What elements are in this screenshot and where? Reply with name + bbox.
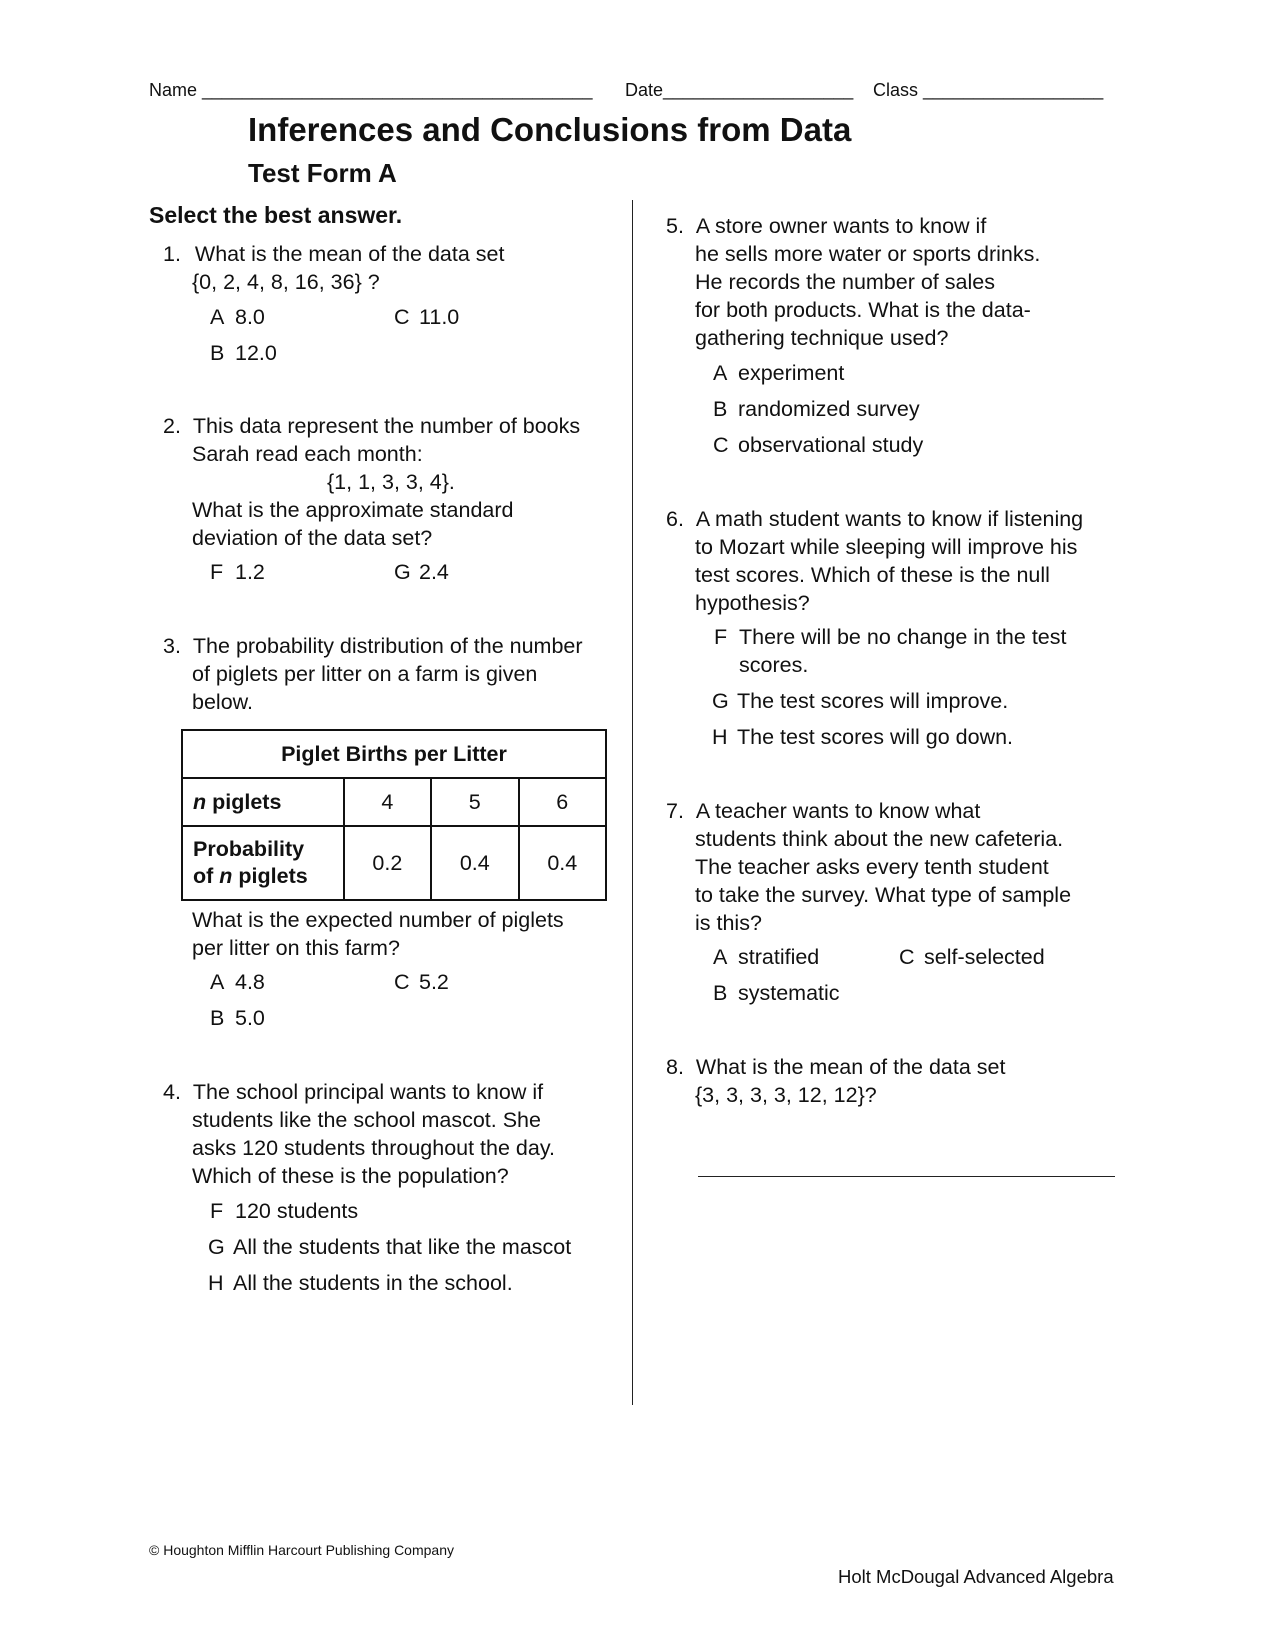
row-header: [182, 826, 344, 900]
question-text: Which of these is the population?: [192, 1164, 509, 1188]
table-cell: 0.4: [519, 826, 606, 900]
option-text: 5.2: [419, 970, 449, 994]
option-text: All the students in the school.: [233, 1271, 513, 1295]
date-label: Date: [625, 80, 664, 100]
page-subtitle: Test Form A: [248, 158, 397, 188]
question-text: below.: [192, 690, 253, 714]
row-header-text: piglets: [206, 789, 282, 814]
question-text: The school principal wants to know if: [192, 1080, 544, 1104]
question-4: [163, 1078, 543, 1106]
question-text: students like the school mascot. She: [192, 1108, 541, 1132]
question-text: This data represent the number of books: [192, 414, 581, 438]
answer-option[interactable]: [712, 725, 1013, 750]
option-letter: B: [210, 341, 225, 365]
question-number: 6.: [666, 507, 684, 531]
option-text: stratified: [738, 945, 820, 969]
option-letter: A: [210, 970, 225, 994]
date-blank: ___________________: [663, 80, 854, 100]
question-number: 5.: [666, 214, 684, 238]
question-number: 1.: [163, 242, 181, 266]
question-7: [666, 797, 980, 825]
question-number: 7.: [666, 799, 684, 823]
question-number: 4.: [163, 1080, 181, 1104]
option-letter: B: [713, 397, 728, 421]
question-text: Sarah read each month:: [192, 442, 423, 466]
option-text: experiment: [738, 361, 845, 385]
name-label: Name: [149, 80, 198, 100]
question-3: [163, 632, 583, 660]
question-text: A math student wants to know if listening: [695, 507, 1084, 531]
option-letter: F: [210, 560, 224, 584]
question-number: 3.: [163, 634, 181, 658]
answer-option[interactable]: [713, 433, 923, 458]
option-text: 8.0: [235, 305, 265, 329]
question-2: [163, 412, 580, 440]
question-1: [163, 240, 504, 268]
class-blank: __________________: [923, 80, 1104, 100]
answer-option[interactable]: [714, 625, 1066, 650]
option-letter: G: [394, 560, 411, 584]
question-text: to Mozart while sleeping will improve his: [695, 535, 1078, 559]
table-cell: 5: [431, 778, 518, 826]
answer-option[interactable]: [208, 1271, 513, 1296]
class-label: Class: [873, 80, 919, 100]
question-text: test scores. Which of these is the null: [695, 563, 1050, 587]
question-text: The probability distribution of the number: [192, 634, 583, 658]
book-title: Holt McDougal Advanced Algebra: [838, 1566, 1114, 1587]
answer-option[interactable]: [394, 560, 449, 585]
table-cell: 6: [519, 778, 606, 826]
option-letter: A: [713, 945, 728, 969]
answer-option[interactable]: [208, 1235, 571, 1260]
option-letter: F: [714, 625, 728, 649]
option-text-continued: scores.: [739, 653, 809, 677]
row-header-text: of: [193, 864, 220, 888]
option-text: observational study: [738, 433, 924, 457]
option-text: 1.2: [235, 560, 265, 584]
option-text: randomized survey: [738, 397, 920, 421]
answer-option[interactable]: [394, 970, 449, 995]
question-text: of piglets per litter on a farm is given: [192, 662, 538, 686]
option-text: 4.8: [235, 970, 265, 994]
answer-option[interactable]: [713, 981, 840, 1006]
answer-option[interactable]: [713, 945, 819, 970]
answer-option[interactable]: [899, 945, 1045, 970]
option-letter: A: [210, 305, 225, 329]
copyright-notice: © Houghton Mifflin Harcourt Publishing Company: [149, 1542, 454, 1558]
question-text: {0, 2, 4, 8, 16, 36} ?: [192, 270, 380, 294]
option-text: The test scores will improve.: [737, 689, 1009, 713]
option-letter: H: [712, 725, 728, 749]
option-letter: C: [899, 945, 915, 969]
page-title: Inferences and Conclusions from Data: [248, 111, 852, 148]
question-text: students think about the new cafeteria.: [695, 827, 1064, 851]
question-text: is this?: [695, 911, 762, 935]
question-text: What is the expected number of piglets: [192, 908, 564, 932]
table-row: [182, 826, 606, 900]
question-text: to take the survey. What type of sample: [695, 883, 1072, 907]
table-row: [182, 778, 606, 826]
row-header-text: piglets: [232, 864, 308, 888]
name-field[interactable]: [149, 80, 592, 101]
answer-option[interactable]: [210, 970, 265, 995]
option-text: self-selected: [924, 945, 1045, 969]
row-header-text: Probability: [193, 837, 305, 861]
question-5: [666, 212, 986, 240]
answer-option[interactable]: [210, 341, 277, 366]
answer-option[interactable]: [394, 305, 459, 330]
question-text: What is the approximate standard: [192, 498, 514, 522]
option-letter: H: [208, 1271, 224, 1295]
class-field[interactable]: [873, 80, 1103, 101]
question-text: The teacher asks every tenth student: [695, 855, 1049, 879]
option-letter: G: [208, 1235, 225, 1259]
answer-option[interactable]: [712, 689, 1008, 714]
option-text: 2.4: [419, 560, 449, 584]
question-text: he sells more water or sports drinks.: [695, 242, 1041, 266]
question-text: per litter on this farm?: [192, 936, 400, 960]
name-blank: _______________________________________: [202, 80, 593, 100]
italic-n: n: [219, 864, 233, 888]
question-text: He records the number of sales: [695, 270, 995, 294]
option-letter: G: [712, 689, 729, 713]
question-text: gathering technique used?: [695, 326, 949, 350]
table-cell: 4: [344, 778, 431, 826]
question-number: 8.: [666, 1055, 684, 1079]
option-text: 5.0: [235, 1006, 265, 1030]
question-text: deviation of the data set?: [192, 526, 433, 550]
option-letter: F: [210, 1199, 224, 1223]
option-letter: B: [713, 981, 728, 1005]
piglet-table: [181, 729, 607, 901]
option-letter: C: [394, 970, 410, 994]
option-text: 12.0: [235, 341, 277, 365]
option-letter: C: [394, 305, 410, 329]
option-text: There will be no change in the test: [739, 625, 1067, 649]
option-text: All the students that like the mascot: [233, 1235, 572, 1259]
question-text: for both products. What is the data-: [695, 298, 1031, 322]
question-text: hypothesis?: [695, 591, 810, 615]
table-title: Piglet Births per Litter: [182, 730, 606, 778]
question-text: A store owner wants to know if: [695, 214, 987, 238]
question-text: What is the mean of the data set: [194, 242, 505, 266]
question-8: [666, 1053, 1005, 1081]
italic-n: n: [193, 789, 207, 814]
answer-blank-line[interactable]: [698, 1176, 1115, 1177]
question-text: {1, 1, 3, 3, 4}.: [327, 470, 455, 494]
question-text: What is the mean of the data set: [695, 1055, 1006, 1079]
instructions: Select the best answer.: [149, 202, 403, 228]
question-text: {3, 3, 3, 3, 12, 12}?: [695, 1083, 877, 1107]
answer-option[interactable]: [210, 560, 265, 585]
option-text: The test scores will go down.: [737, 725, 1014, 749]
table-cell: 0.2: [344, 826, 431, 900]
answer-option[interactable]: [210, 1006, 265, 1031]
question-number: 2.: [163, 414, 181, 438]
question-6: [666, 505, 1083, 533]
option-letter: A: [713, 361, 728, 385]
table-cell: 0.4: [431, 826, 518, 900]
question-text: A teacher wants to know what: [695, 799, 981, 823]
answer-option[interactable]: [713, 397, 920, 422]
question-text: asks 120 students throughout the day.: [192, 1136, 555, 1160]
option-text: 120 students: [235, 1199, 359, 1223]
answer-option[interactable]: [713, 361, 844, 386]
answer-option[interactable]: [210, 1199, 358, 1224]
option-letter: C: [713, 433, 729, 457]
option-text: 11.0: [419, 305, 460, 329]
answer-option[interactable]: [210, 305, 265, 330]
option-letter: B: [210, 1006, 225, 1030]
row-header: [182, 778, 344, 826]
date-field[interactable]: [625, 80, 853, 101]
option-text: systematic: [738, 981, 840, 1005]
column-divider: [632, 200, 633, 1405]
